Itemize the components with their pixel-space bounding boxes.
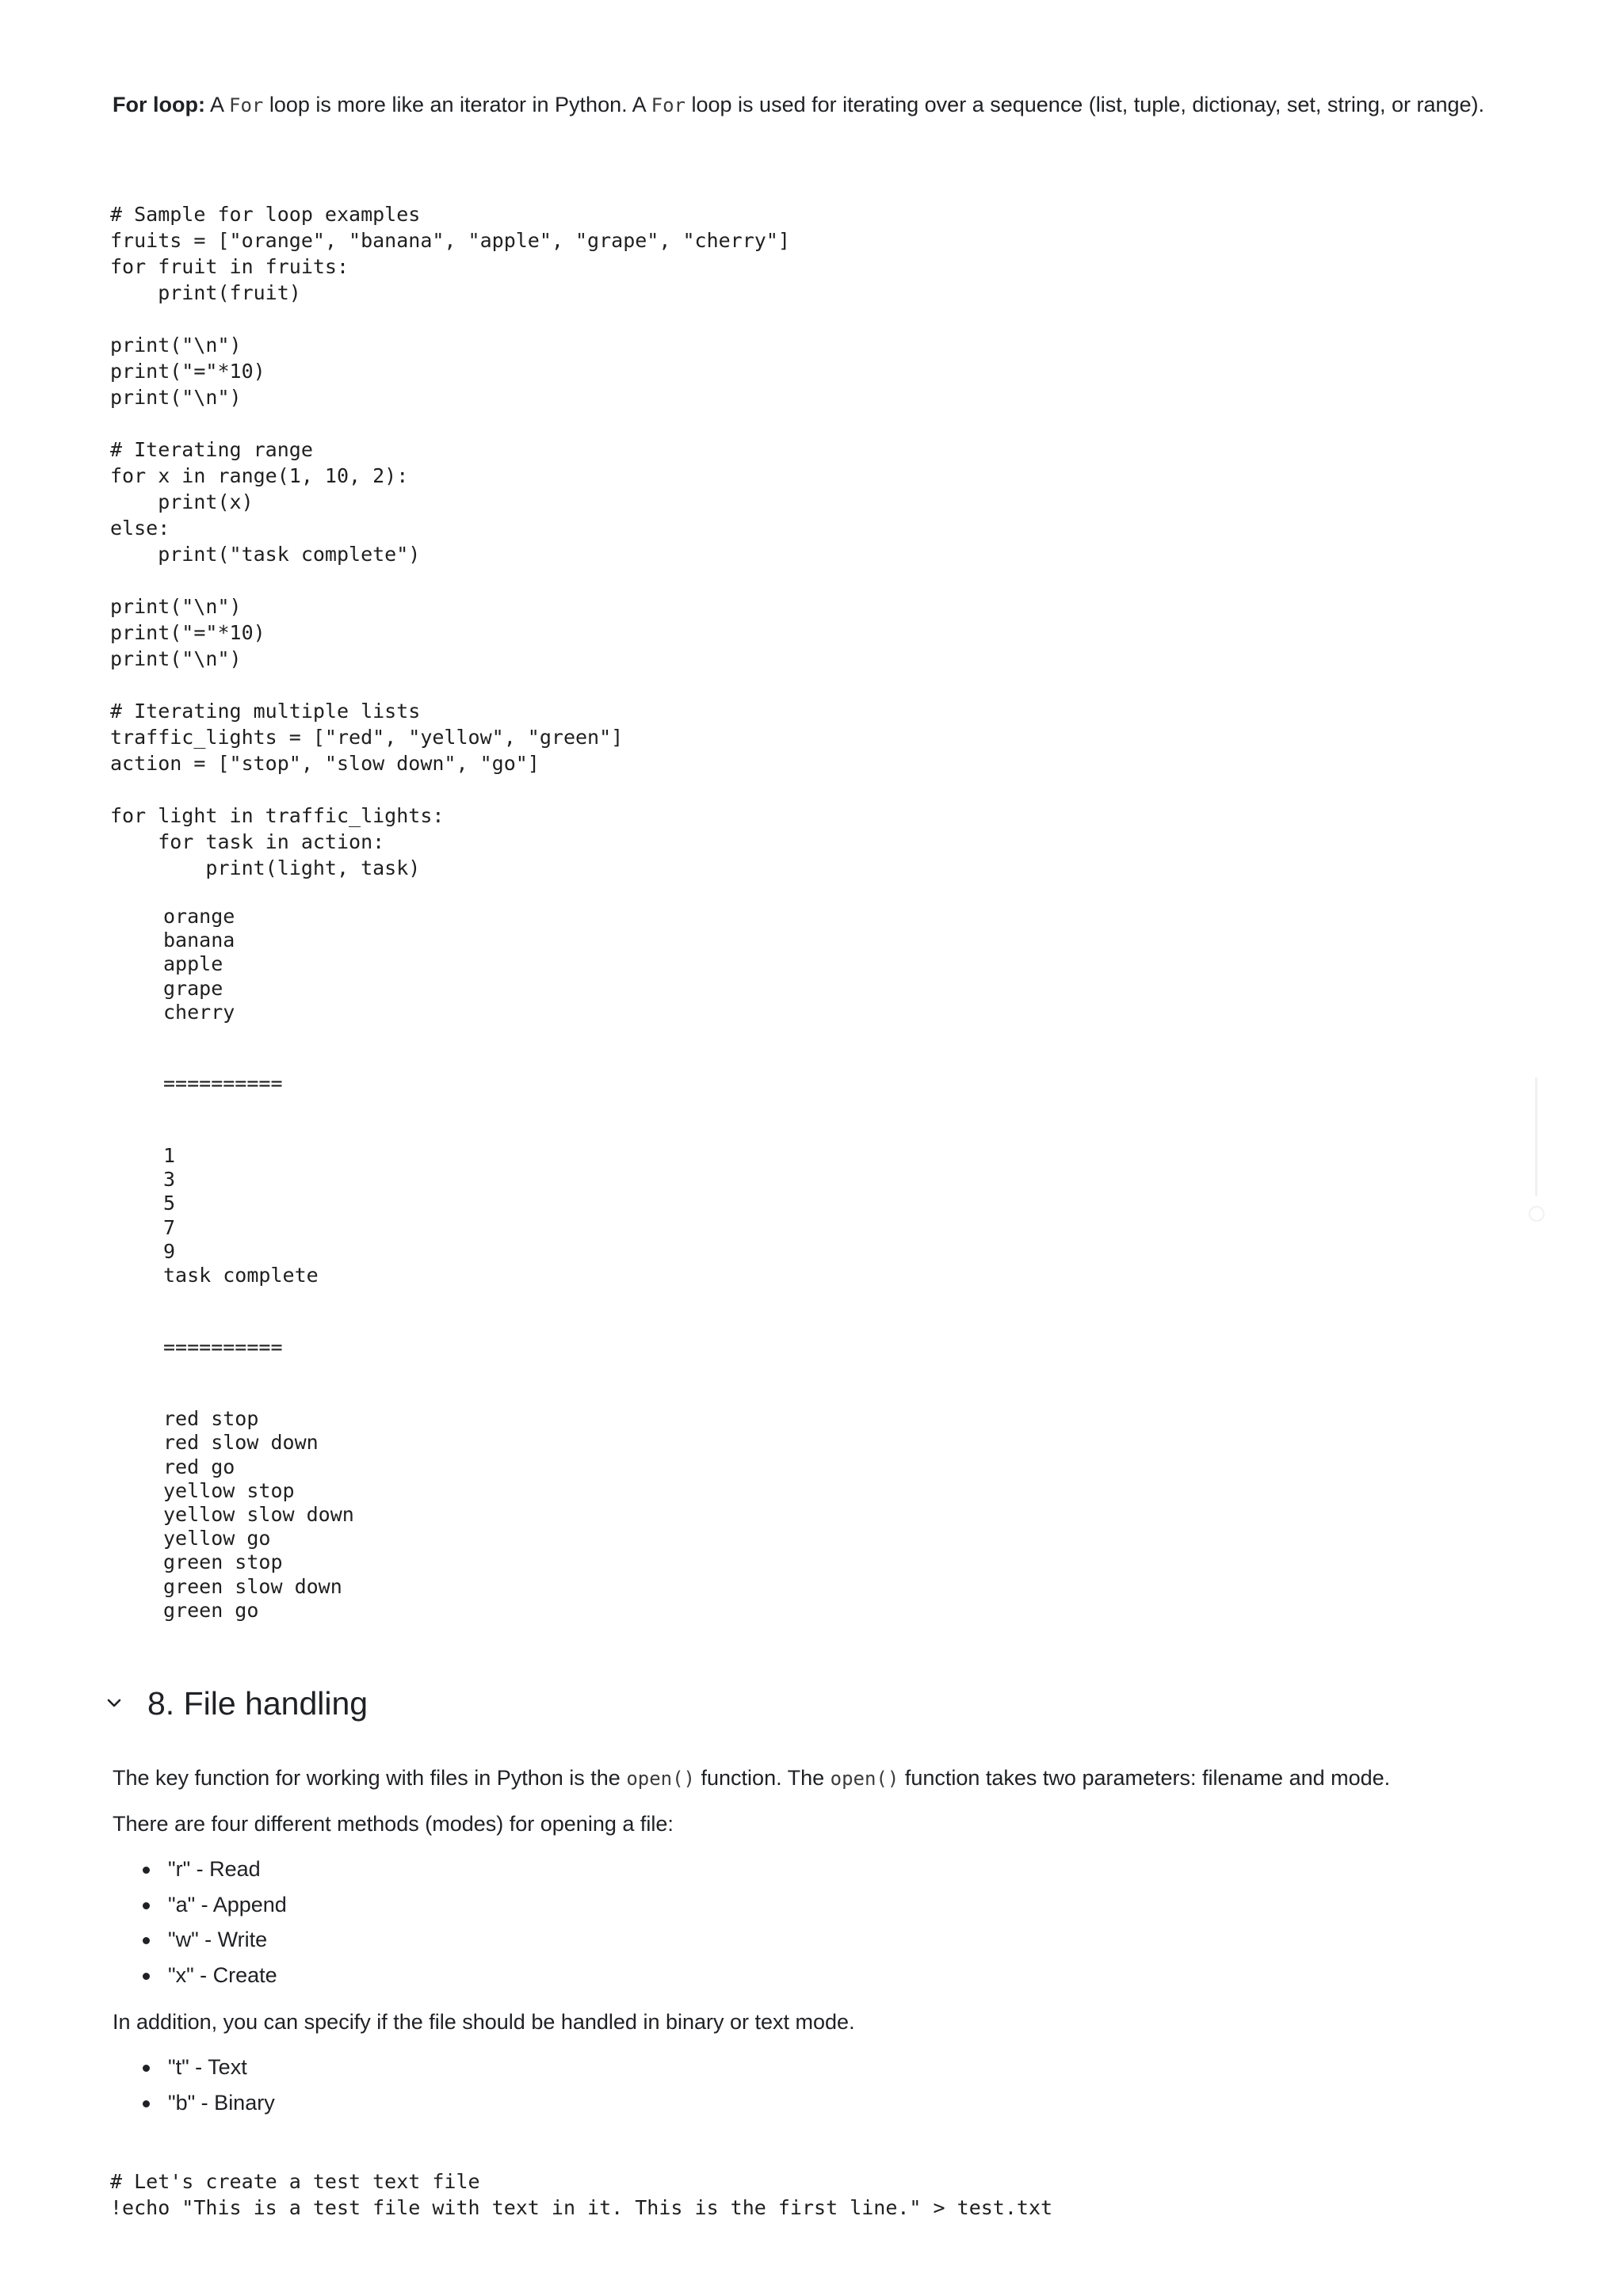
chevron-down-icon[interactable]	[103, 1692, 125, 1714]
file-text-1: The key function for working with files in Python is the	[113, 1766, 627, 1790]
inline-code-for-1: For	[229, 94, 264, 116]
binary-intro: In addition, you can specify if the file should be handled in binary or text mode.	[113, 2010, 855, 2034]
inline-code-open-2: open()	[830, 1768, 899, 1790]
file-handling-paragraph	[113, 1760, 1491, 1797]
code-cell-create-file[interactable]: # Let's create a test text file !echo "This is a test file with text in it. This is the first line." > test.txt	[110, 2170, 1053, 2219]
list-item: "x" - Create	[113, 1958, 287, 1993]
intro-text-3: loop is used for iterating over a sequence (list, tuple, dictionay, set, string, or range).	[685, 93, 1485, 116]
modes-intro: There are four different methods (modes) for opening a file:	[113, 1812, 674, 1836]
list-item: "a" - Append	[113, 1887, 287, 1923]
list-item: "w" - Write	[113, 1922, 287, 1958]
binary-modes-list	[113, 2050, 275, 2120]
section-title: 8. File handling	[147, 1684, 369, 1722]
file-text-3: function takes two parameters: filename and mode.	[899, 1766, 1391, 1790]
list-item: "r" - Read	[113, 1852, 287, 1887]
intro-text-1: A	[204, 93, 230, 116]
watermark-icon	[1528, 1077, 1545, 1228]
code-cell-for-loops[interactable]: # Sample for loop examples fruits = ["orange", "banana", "apple", "grape", "cherry"] for fruit in fruits: print(fruit) print("\n") print("="*10) print("\n") # Iterating range for x in range(1, 10, 2): print(x) else: print("task complete") print("\n") print("="*10) print("\n") # Iterating multiple lists traffic_lights = ["red", "yellow", "green"] action = ["stop", "slow down", "go"] for light in traffic_lights: for task in action: print(light, task)	[110, 203, 790, 879]
for-loop-label: For loop:	[113, 93, 205, 116]
list-item: "t" - Text	[113, 2050, 275, 2085]
modes-list	[113, 1852, 287, 1993]
section-header-file-handling[interactable]	[103, 1680, 368, 1727]
inline-code-open-1: open()	[626, 1768, 696, 1790]
list-item: "b" - Binary	[113, 2085, 275, 2121]
file-text-2: function. The	[695, 1766, 831, 1790]
for-loop-paragraph	[113, 87, 1491, 124]
inline-code-for-2: For	[651, 94, 685, 116]
intro-text-2: loop is more like an iterator in Python. A	[263, 93, 651, 116]
code-cell-output: orange banana apple grape cherry ========== 1 3 5 7 9 task complete ========== red stop red slow down red go yellow stop yellow slow down yellow go green stop green slow down green go	[163, 905, 354, 1622]
